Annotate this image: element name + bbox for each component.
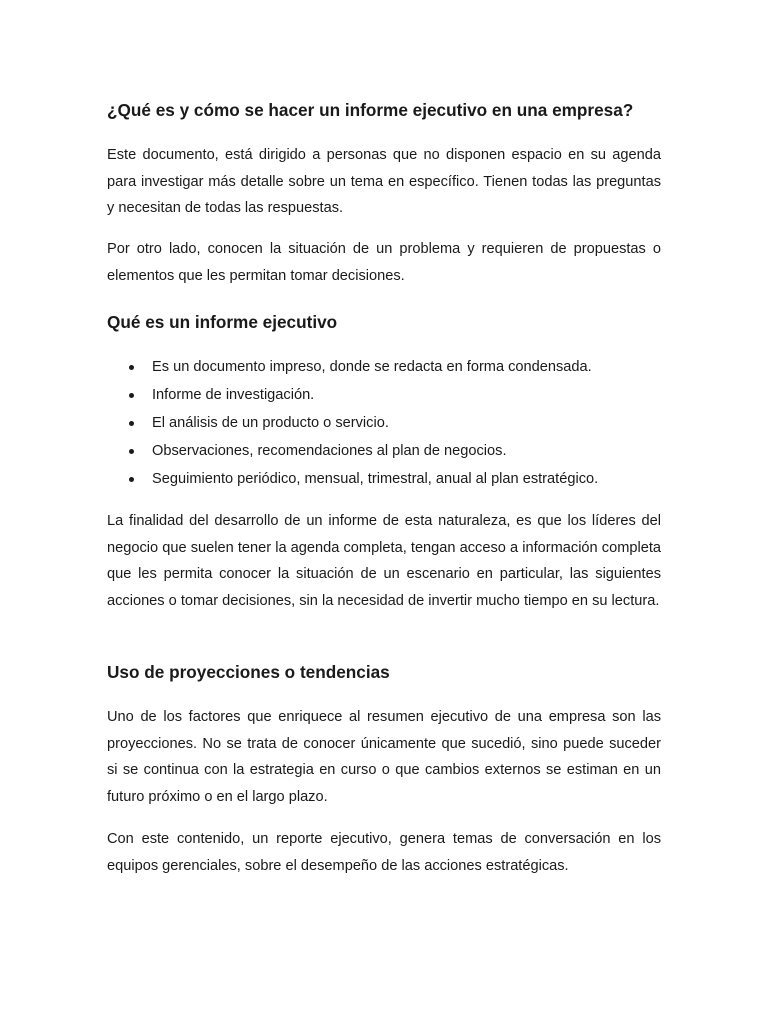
list-item (107, 382, 661, 410)
section2-paragraph-1: Uno de los factores que enriquece al resumen ejecutivo de una empresa son las proyecciones. No se trata de conocer únicamente que sucedió, sino puede suceder si se continua con la estrategia en curso o que cambios externos se estiman en un futuro próximo o en el largo plazo. (107, 709, 661, 806)
intro-paragraph-2: Por otro lado, conocen la situación de un problema y requieren de propuestas o elementos que les permitan tomar decisiones. (107, 241, 661, 284)
intro-paragraph-1: Este documento, está dirigido a personas que no disponen espacio en su agenda para investigar más detalle sobre un tema en específico. Tienen todas las preguntas y necesitan de todas las respuestas. (107, 147, 661, 217)
bullet-icon (129, 477, 134, 482)
section-heading-proyecciones: Uso de proyecciones o tendencias (107, 662, 390, 682)
bullet-icon (129, 421, 134, 426)
section2-paragraph-2: Con este contenido, un reporte ejecutivo, genera temas de conversación en los equipos gerenciales, sobre el desempeño de las acciones estratégicas. (107, 831, 661, 874)
list-item-text: Observaciones, recomendaciones al plan de negocios. (152, 443, 507, 459)
list-item-text: Es un documento impreso, donde se redacta en forma condensada. (152, 359, 592, 375)
bullet-icon (129, 393, 134, 398)
section-heading-informe-ejecutivo: Qué es un informe ejecutivo (107, 312, 338, 332)
list-item (107, 466, 661, 494)
list-item (107, 354, 661, 382)
list-item-text: Seguimiento periódico, mensual, trimestral, anual al plan estratégico. (152, 471, 599, 487)
bullet-icon (129, 449, 134, 454)
list-item (107, 410, 661, 438)
list-item (107, 438, 661, 466)
list-item-text: El análisis de un producto o servicio. (152, 415, 389, 431)
document-title: ¿Qué es y cómo se hacer un informe ejecutivo en una empresa? (107, 100, 634, 120)
section1-paragraph: La finalidad del desarrollo de un informe de esta naturaleza, es que los líderes del negocio que suelen tener la agenda completa, tengan acceso a información completa que les permita conocer la situación de un escenario en particular, las siguientes acciones o tomar decisiones, sin la necesidad de invertir mucho tiempo en su lectura. (107, 513, 661, 610)
bullet-icon (129, 365, 134, 370)
bullet-list (107, 354, 661, 494)
list-item-text: Informe de investigación. (152, 387, 315, 403)
